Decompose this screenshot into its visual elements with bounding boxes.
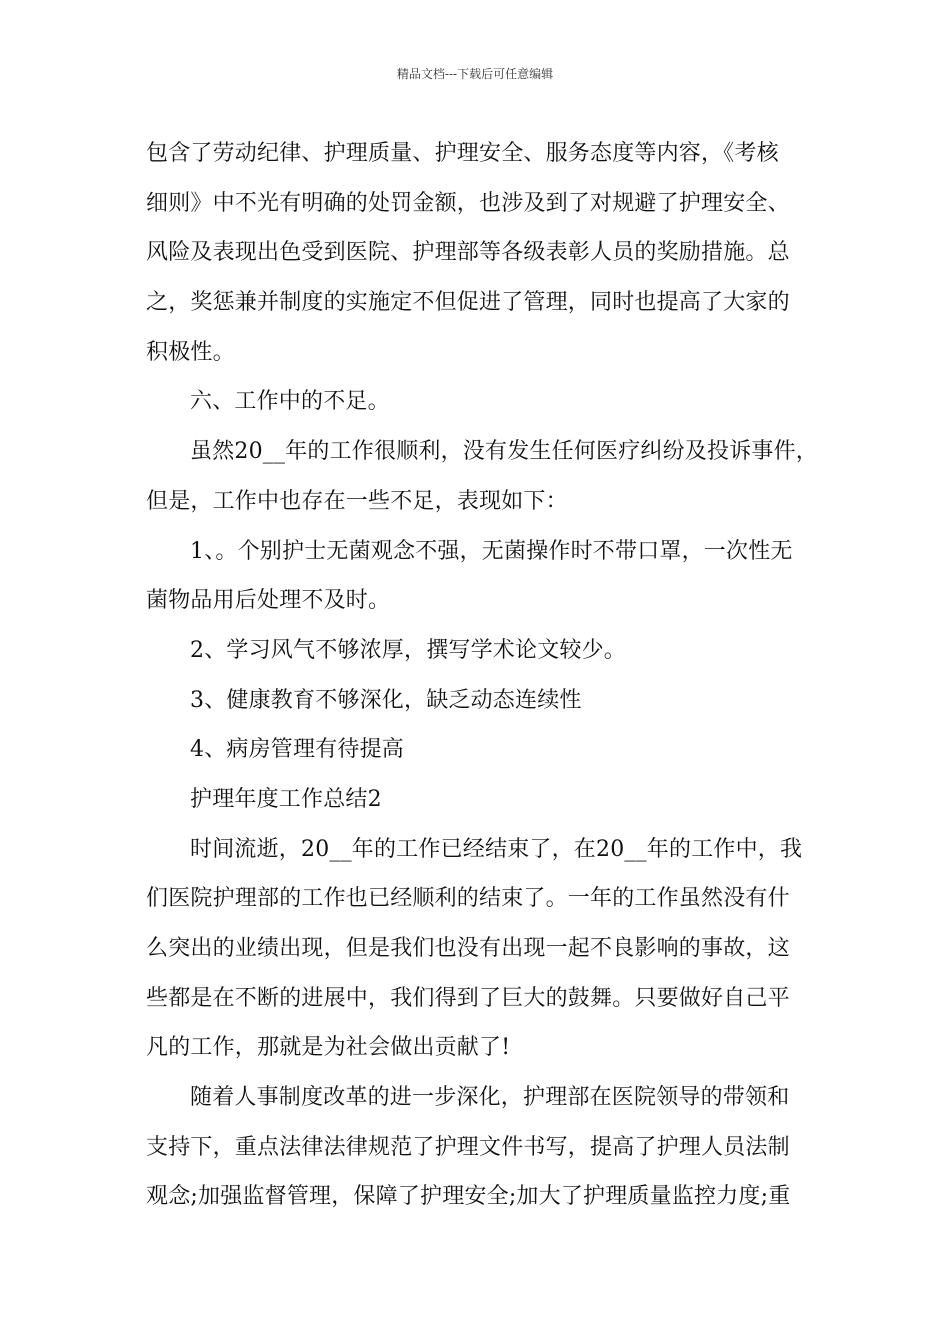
text-line: 支持下，重点法律法律规范了护理文件书写，提高了护理人员法制 xyxy=(146,1134,790,1160)
text-line: 积极性。 xyxy=(146,339,235,365)
text-line: 包含了劳动纪律、护理质量、护理安全、服务态度等内容，《考核 xyxy=(146,141,779,166)
text-line: 六、工作中的不足。 xyxy=(190,389,390,415)
text-line: 时间流逝，20__年的工作已经结束了，在20__年的工作中，我 xyxy=(190,836,803,862)
text-line: 但是，工作中也存在一些不足，表现如下： xyxy=(146,488,568,514)
text-line: 风险及表现出色受到医院、护理部等各级表彰人员的奖励措施。总 xyxy=(146,240,790,266)
text-line: 细则》中不光有明确的处罚金额，也涉及到了对规避了护理安全、 xyxy=(146,190,790,216)
text-line: 随着人事制度改革的进一步深化，护理部在医院领导的带领和 xyxy=(190,1085,790,1111)
text-line: 菌物品用后处理不及时。 xyxy=(146,588,391,614)
text-line: 些都是在不断的进展中，我们得到了巨大的鼓舞。只要做好自己平 xyxy=(146,985,790,1011)
text-line: 们医院护理部的工作也已经顺利的结束了。一年的工作虽然没有什 xyxy=(146,886,790,912)
text-line: 1、。个别护士无菌观念不强，无菌操作时不带口罩，一次性无 xyxy=(190,538,793,564)
text-line: 之，奖惩兼并制度的实施定不但促进了管理，同时也提高了大家的 xyxy=(146,290,790,316)
page-header: 精品文档---下载后可任意编辑 xyxy=(396,67,554,81)
text-line: 3、健康教育不够深化，缺乏动态连续性 xyxy=(190,687,582,713)
text-line: 观念;加强监督管理，保障了护理安全;加大了护理质量监控力度;重 xyxy=(146,1184,791,1210)
text-line: 2、学习风气不够浓厚，撰写学术论文较少。 xyxy=(190,637,626,663)
text-line: 4、病房管理有待提高 xyxy=(190,737,404,763)
text-line: 凡的工作，那就是为社会做出贡献了! xyxy=(146,1035,511,1061)
text-line: 么突出的业绩出现，但是我们也没有出现一起不良影响的事故，这 xyxy=(146,936,790,961)
text-line: 护理年度工作总结2 xyxy=(190,786,382,812)
text-line: 虽然20__年的工作很顺利，没有发生任何医疗纠纷及投诉事件， xyxy=(190,439,818,465)
document-body xyxy=(146,129,818,1222)
